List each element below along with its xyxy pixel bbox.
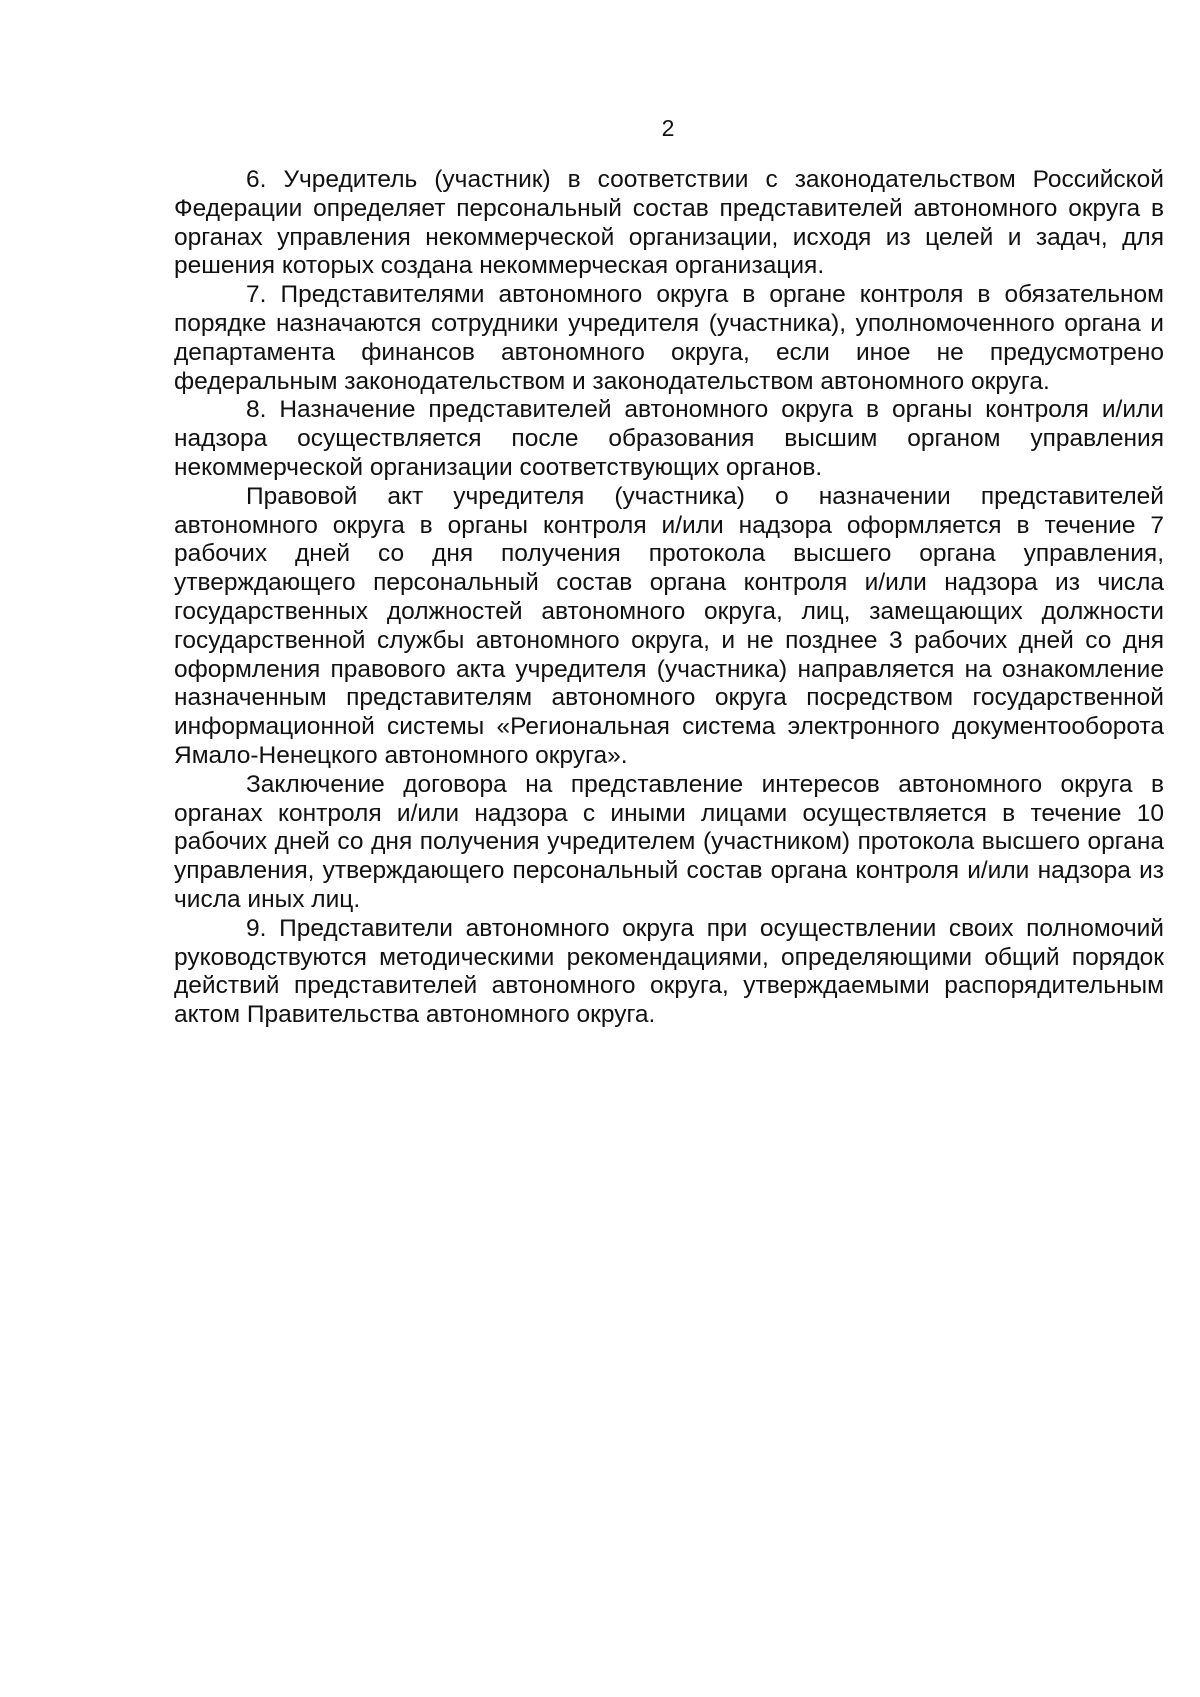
page-number: 2 <box>661 115 675 141</box>
paragraph-number: 8. <box>246 396 267 424</box>
paragraph-text: Представители автономного округа при осуществлении своих полномочий руководствуются методическими рекомендациями, определяющими общий порядок действий представителей автономного округа, утверждаемыми распорядительным актом Правительства автономного округа. <box>174 914 1164 1029</box>
paragraph-number: 9. <box>246 914 267 942</box>
paragraph-8-legal-act <box>174 483 1164 771</box>
paragraph-text: Назначение представителей автономного округа в органы контроля и/или надзора осуществляется после образования высшим органом управления некоммерческой организации соответствующих органов. <box>174 396 1164 481</box>
paragraph-text: Правовой акт учредителя (участника) о назначении представителей автономного округа в органы контроля и/или надзора оформляется в течение 7 рабочих дней со дня получения протокола высшего органа управления, утверждающего персональный состав органа контроля и/или надзора из числа государственных должностей автономного округа, лиц, замещающих должности государственной службы автономного округа, и не позднее 3 рабочих дней со дня оформления правового акта учредителя (участника) направляется на ознакомление назначенным представителям автономного округа посредством государственной информационной системы «Региональная система электронного документооборота Ямало-Ненецкого автономного округа». <box>174 482 1164 769</box>
paragraph-7 <box>174 281 1164 396</box>
document-body <box>174 166 1164 1030</box>
paragraph-text: Представителями автономного округа в органе контроля в обязательном порядке назначаются сотрудники учредителя (участника), уполномоченного органа и департамента финансов автономного округа, если иное не предусмотрено федеральным законодательством и законодательством автономного округа. <box>174 281 1164 395</box>
paragraph-number: 7. <box>246 281 267 309</box>
paragraph-text: Заключение договора на представление интересов автономного округа в органах контроля и/или надзора с иными лицами осуществляется в течение 10 рабочих дней со дня получения учредителем (участником) протокола высшего органа управления, утверждающего персональный состав органа контроля и/или надзора из числа иных лиц. <box>174 770 1164 913</box>
paragraph-8 <box>174 396 1164 482</box>
paragraph-6 <box>174 166 1164 281</box>
paragraph-number: 6. <box>246 166 267 193</box>
paragraph-8-contract <box>174 771 1164 915</box>
paragraph-9 <box>174 915 1164 1030</box>
paragraph-text: Учредитель (участник) в соответствии с законодательством Российской Федерации определяет персональный состав представителей автономного округа в органах управления некоммерческой организации, исходя из целей и задач, для решения которых создана некоммерческая организация. <box>174 166 1164 280</box>
